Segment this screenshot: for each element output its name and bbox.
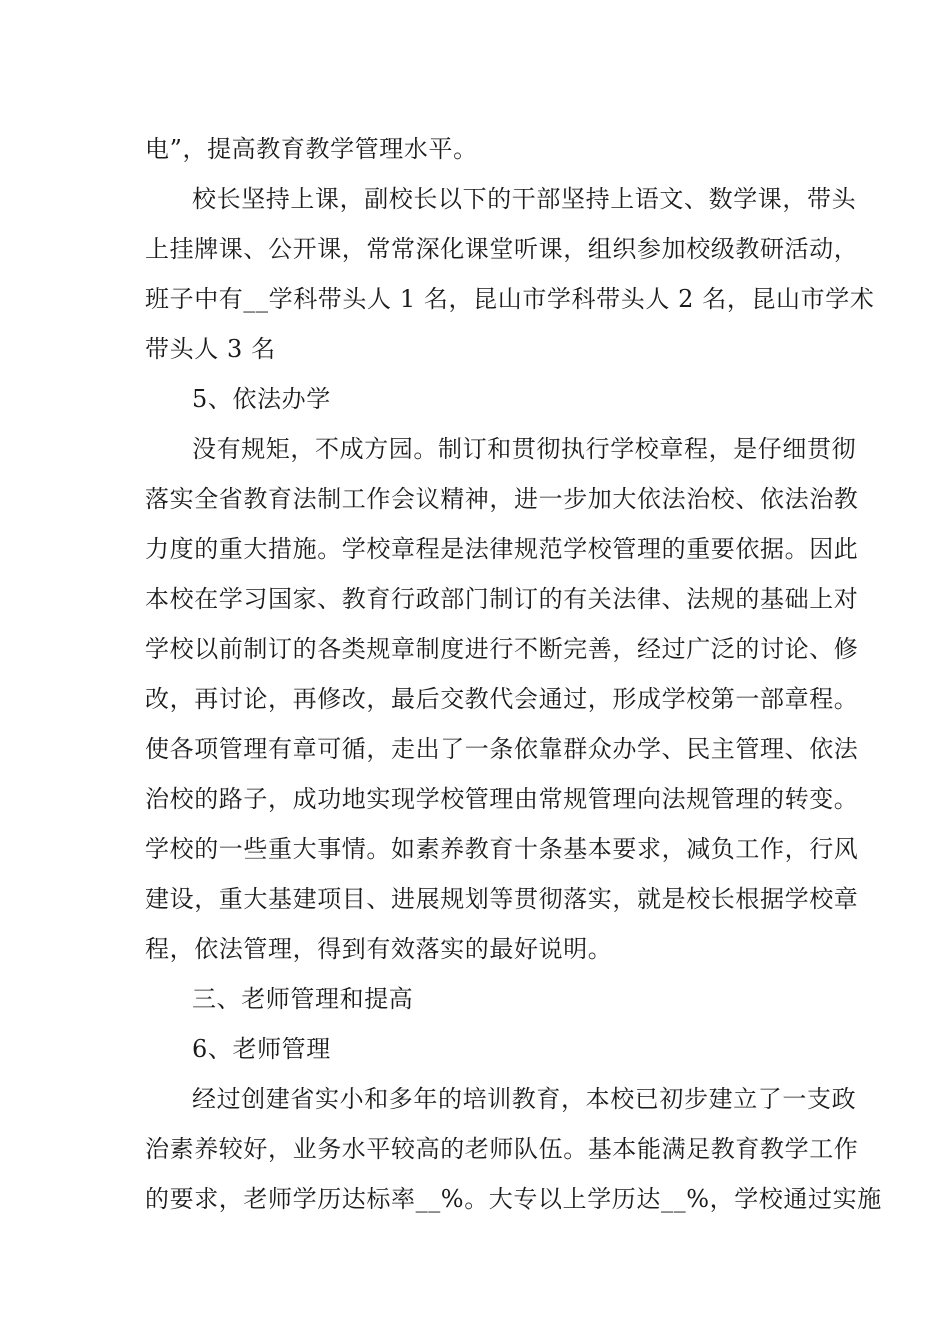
text-line: 学校的一些重大事情。如素养教育十条基本要求，减负工作，行风: [145, 835, 859, 863]
text-line: 本校在学习国家、教育行政部门制订的有关法律、法规的基础上对: [145, 585, 859, 613]
section-heading: 6、老师管理: [192, 1035, 331, 1063]
text-line: 建设，重大基建项目、进展规划等贯彻落实，就是校长根据学校章: [145, 885, 859, 913]
text-line: 带头人 3 名: [145, 335, 276, 363]
text-line: 治素养较好，业务水平较高的老师队伍。基本能满足教育教学工作: [145, 1135, 859, 1163]
text-line: 落实全省教育法制工作会议精神，进一步加大依法治校、依法治教: [145, 485, 859, 513]
section-heading: 三、老师管理和提高: [192, 985, 414, 1013]
text-line: 程，依法管理，得到有效落实的最好说明。: [145, 935, 613, 963]
text-line: 班子中有__学科带头人 1 名，昆山市学科带头人 2 名，昆山市学术: [145, 285, 875, 313]
text-line: 治校的路子，成功地实现学校管理由常规管理向法规管理的转变。: [145, 785, 859, 813]
text-line: 改，再讨论，再修改，最后交教代会通过，形成学校第一部章程。: [145, 685, 859, 713]
section-heading: 5、依法办学: [192, 385, 331, 413]
text-line: 校长坚持上课，副校长以下的干部坚持上语文、数学课，带头: [192, 185, 857, 213]
text-line: 的要求，老师学历达标率__%。大专以上学历达__%，学校通过实施: [145, 1185, 882, 1213]
text-line: 经过创建省实小和多年的培训教育，本校已初步建立了一支政: [192, 1085, 857, 1113]
text-line: 上挂牌课、公开课，常常深化课堂听课，组织参加校级教研活动，: [145, 235, 859, 263]
text-line: 使各项管理有章可循，走出了一条依靠群众办学、民主管理、依法: [145, 735, 859, 763]
text-line: 力度的重大措施。学校章程是法律规范学校管理的重要依据。因此: [145, 535, 859, 563]
text-line: 学校以前制订的各类规章制度进行不断完善，经过广泛的讨论、修: [145, 635, 859, 663]
text-line: 电”，提高教育教学管理水平。: [145, 135, 478, 163]
text-line: 没有规矩，不成方园。制订和贯彻执行学校章程，是仔细贯彻: [192, 435, 857, 463]
